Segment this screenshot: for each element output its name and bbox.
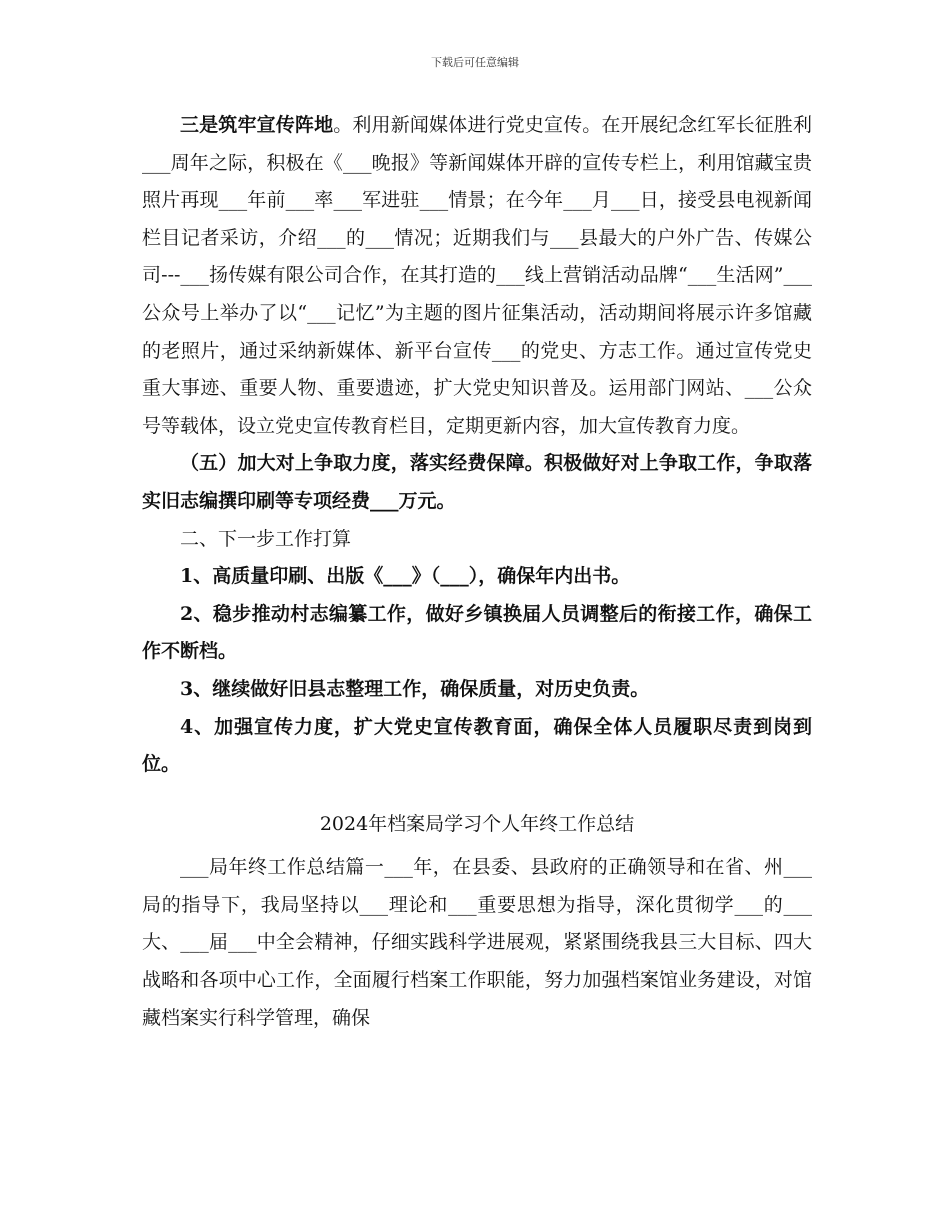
document-title: 2024年档案局学习个人年终工作总结 (319, 812, 635, 835)
next-step-item: 2、稳步推动村志编纂工作，做好乡镇换届人员调整后的衔接工作，确保工作不断档。 (142, 602, 812, 663)
paragraph-publicity (142, 107, 812, 445)
next-step-item: 1、高质量印刷、出版《___》（___），确保年内出书。 (180, 565, 631, 588)
document-body (142, 107, 812, 1037)
paragraph-text: 。利用新闻媒体进行党史宣传。在开展纪念红军长征胜利___周年之际，积极在《___晚报》等新闻媒体开辟的宣传专栏上，利用馆藏宝贵照片再现___年前___率___军进驻___情景；在今年___月___日，接受县电视新闻栏目记者采访，介绍___的___情况；近期我们与___县最大的户外广告、传媒公司---___扬传媒有限公司合作，在其打造的___线上营销活动品牌“___生活网”___公众号上举办了以“___记忆”为主题的图片征集活动，活动期间将展示许多馆藏的老照片，通过采纳新媒体、新平台宣传___的党史、方志工作。通过宣传党史重大事迹、重要人物、重要遗迹，扩大党史知识普及。运用部门网站、___公众号等载体，设立党史宣传教育栏目，定期更新内容，加大宣传教育力度。 (142, 114, 812, 437)
paragraph-section-five: （五）加大对上争取力度，落实经费保障。积极做好对上争取工作，争取落实旧志编撰印刷等专项经费___万元。 (142, 452, 812, 512)
paragraph-summary: ___局年终工作总结篇一___年，在县委、县政府的正确领导和在省、州___局的指导下，我局坚持以___理论和___重要思想为指导，深化贯彻学___的___大、___届___中全会精神，仔细实践科学进展观，紧紧围绕我县三大目标、四大战略和各项中心工作，全面履行档案工作职能，努力加强档案馆业务建设，对馆藏档案实行科学管理，确保 (142, 856, 812, 1029)
next-step-item: 4、加强宣传力度，扩大党史宣传教育面，确保全体人员履职尽责到岗到位。 (142, 715, 812, 776)
header-note: 下载后可任意编辑 (431, 56, 519, 69)
paragraph-lead: 三是筑牢宣传阵地 (180, 114, 334, 136)
next-step-item: 3、继续做好旧县志整理工作，确保质量，对历史负责。 (180, 677, 650, 700)
next-steps-heading: 二、下一步工作打算 (180, 527, 352, 550)
